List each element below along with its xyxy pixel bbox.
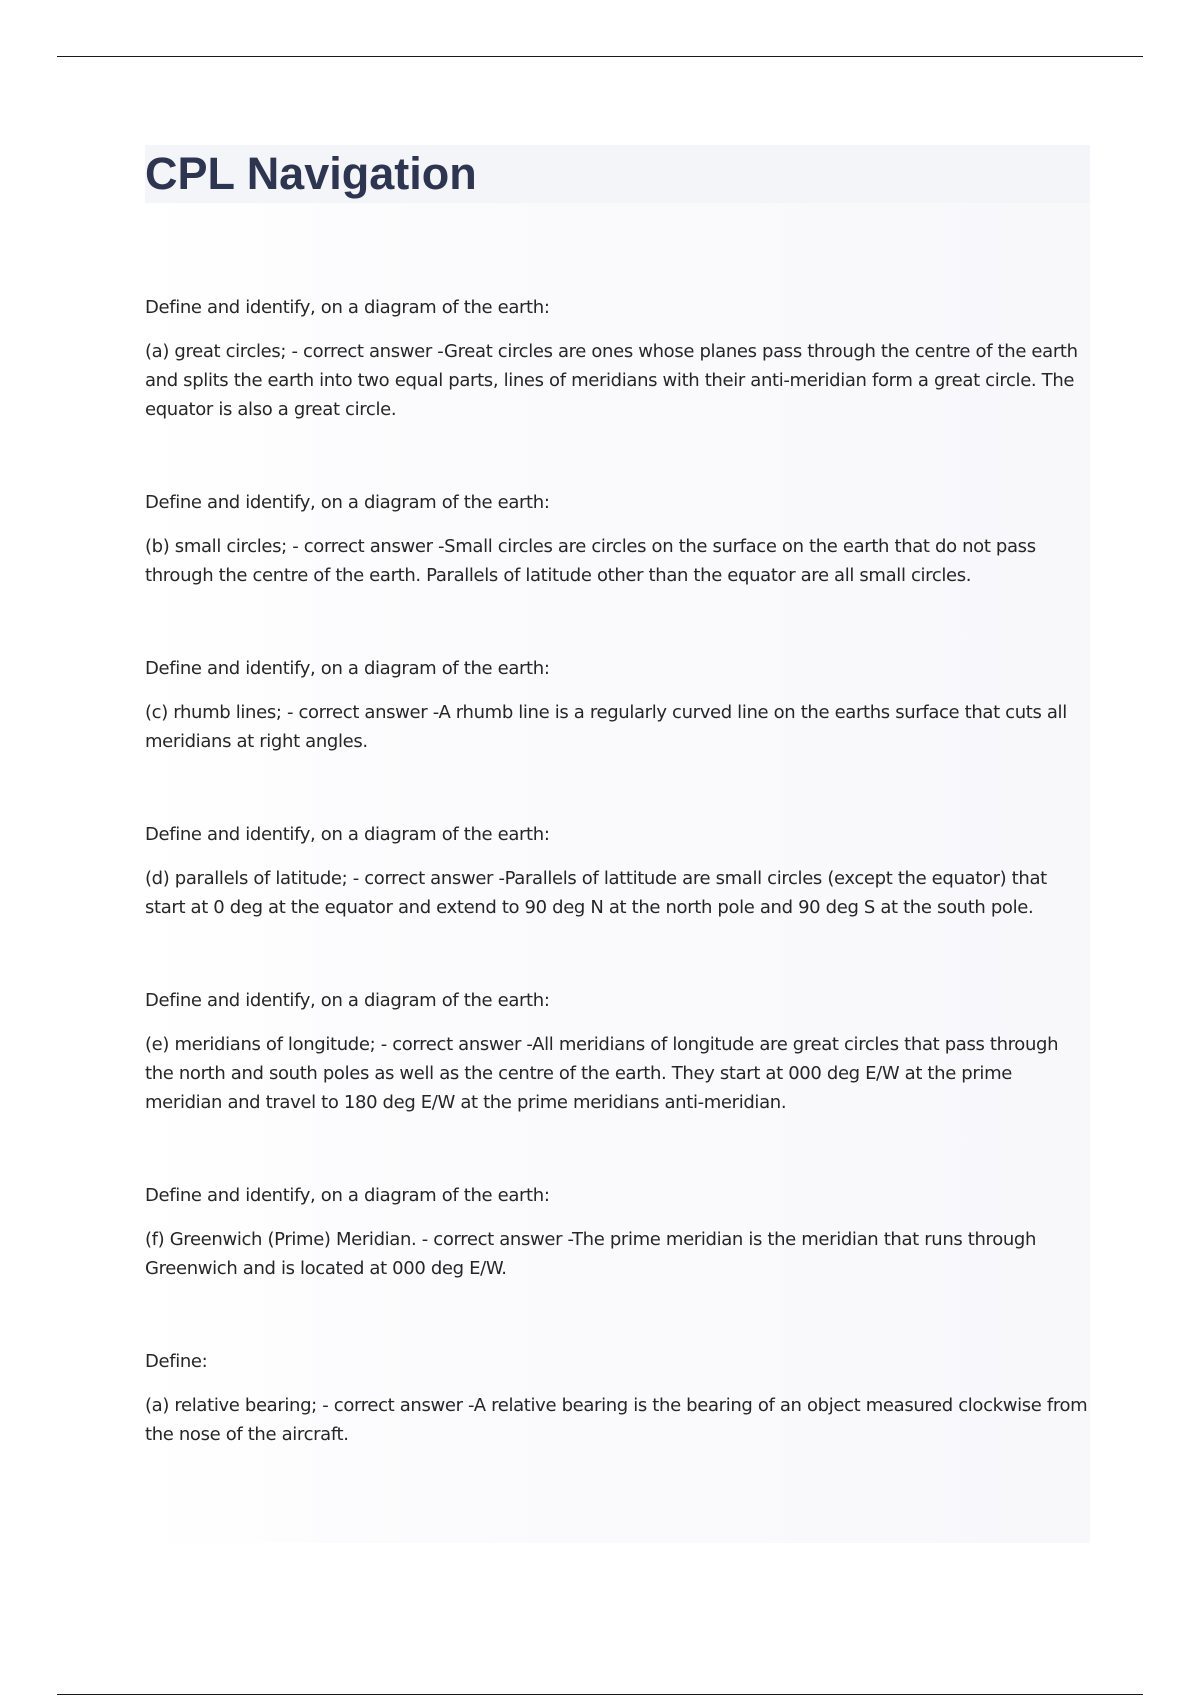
answer-text: (a) great circles; - correct answer -Great circles are ones whose planes pass through the centre of the earth and splits the earth into two equal parts, lines of meridians with their anti-meridian form a great circle. The equator is also a great circle. — [145, 341, 1078, 420]
question-text: Define and identify, on a diagram of the earth: — [145, 990, 550, 1011]
qa-item — [145, 1347, 1090, 1449]
qa-item — [145, 1181, 1090, 1283]
question-text: Define and identify, on a diagram of the earth: — [145, 492, 550, 513]
question-text: Define: — [145, 1351, 208, 1372]
title-band — [145, 145, 1090, 203]
qa-item — [145, 820, 1090, 922]
answer-text: (e) meridians of longitude; - correct answer -All meridians of longitude are great circles that pass through the north and south poles as well as the centre of the earth. They start at 000 deg E/W at the prime meridian and travel to 180 deg E/W at the prime meridians anti-meridian. — [145, 1034, 1059, 1113]
question-text: Define and identify, on a diagram of the earth: — [145, 1185, 550, 1206]
qa-item — [145, 293, 1090, 424]
bottom-divider — [57, 1694, 1143, 1695]
answer-text: (a) relative bearing; - correct answer -A relative bearing is the bearing of an object measured clockwise from the nose of the aircraft. — [145, 1395, 1088, 1445]
answer-text: (c) rhumb lines; - correct answer -A rhumb line is a regularly curved line on the earths surface that cuts all meridians at right angles. — [145, 702, 1067, 752]
answer-text: (b) small circles; - correct answer -Small circles are circles on the surface on the earth that do not pass through the centre of the earth. Parallels of latitude other than the equator are all small circles. — [145, 536, 1036, 586]
qa-list — [145, 205, 1090, 1449]
qa-item — [145, 654, 1090, 756]
top-divider — [57, 56, 1143, 57]
document-page — [145, 145, 1090, 1543]
document-body — [145, 203, 1090, 1543]
answer-text: (d) parallels of latitude; - correct answer -Parallels of lattitude are small circles (except the equator) that start at 0 deg at the equator and extend to 90 deg N at the north pole and 90 deg S at the south pole. — [145, 868, 1047, 918]
answer-text: (f) Greenwich (Prime) Meridian. - correct answer -The prime meridian is the meridian that runs through Greenwich and is located at 000 deg E/W. — [145, 1229, 1037, 1279]
document-title: CPL Navigation — [145, 148, 477, 199]
qa-item — [145, 488, 1090, 590]
question-text: Define and identify, on a diagram of the earth: — [145, 824, 550, 845]
qa-item — [145, 986, 1090, 1117]
question-text: Define and identify, on a diagram of the earth: — [145, 658, 550, 679]
question-text: Define and identify, on a diagram of the earth: — [145, 297, 550, 318]
